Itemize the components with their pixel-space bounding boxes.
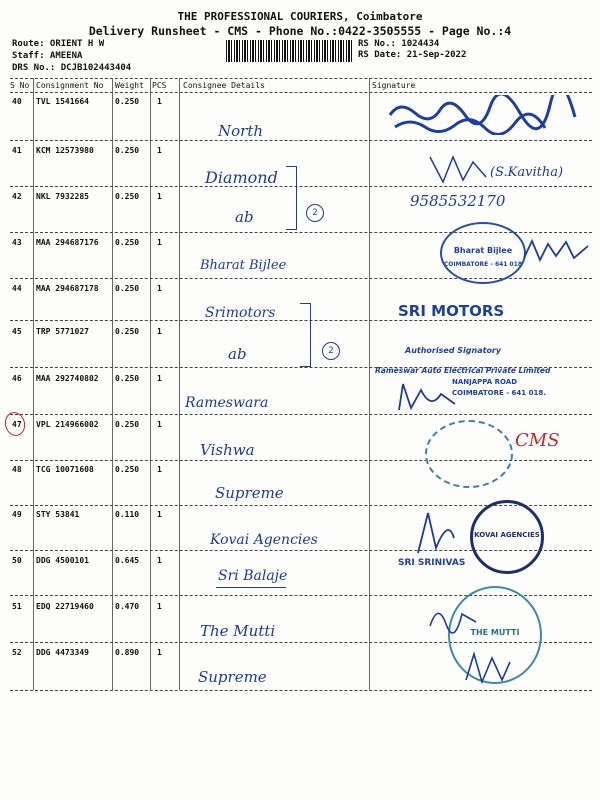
hand-consignee: Supreme bbox=[215, 484, 284, 502]
row-pcs: 1 bbox=[157, 284, 162, 293]
hand-consignee: Srimotors bbox=[205, 305, 276, 321]
row-weight: 0.250 bbox=[115, 146, 140, 155]
row-consignment: STY 53841 bbox=[36, 510, 80, 519]
strike-mark bbox=[216, 587, 286, 588]
row-sno: 48 bbox=[12, 465, 22, 474]
col-divider bbox=[112, 78, 113, 690]
row-divider bbox=[10, 186, 592, 187]
row-divider bbox=[10, 140, 592, 141]
row-sno: 46 bbox=[12, 374, 22, 383]
bracket-mark bbox=[286, 166, 297, 230]
col-pcs: PCS bbox=[152, 81, 167, 90]
row-consignment: MAA 292740802 bbox=[36, 374, 99, 383]
col-divider bbox=[179, 78, 180, 690]
signature-scribble bbox=[408, 508, 458, 558]
row-weight: 0.250 bbox=[115, 420, 140, 429]
hand-consignee: Supreme bbox=[198, 668, 267, 686]
company-title: THE PROFESSIONAL COURIERS, Coimbatore bbox=[177, 10, 423, 23]
signature-scribble bbox=[522, 236, 590, 266]
row-pcs: 1 bbox=[157, 146, 162, 155]
row-pcs: 1 bbox=[157, 238, 162, 247]
col-weight: Weight bbox=[115, 81, 144, 90]
signature-scribble bbox=[462, 650, 512, 686]
row-consignment: MAA 294687178 bbox=[36, 284, 99, 293]
bracket-mark bbox=[300, 303, 311, 367]
row-weight: 0.250 bbox=[115, 465, 140, 474]
row-consignment: TRP 5771027 bbox=[36, 327, 89, 336]
row-pcs: 1 bbox=[157, 97, 162, 106]
row-sno: 51 bbox=[12, 602, 22, 611]
hand-consignee: Kovai Agencies bbox=[210, 532, 318, 548]
row-consignment: MAA 294687176 bbox=[36, 238, 99, 247]
row-consignment: DDG 4473349 bbox=[36, 648, 89, 657]
col-divider bbox=[33, 78, 34, 690]
signature-scribble bbox=[428, 152, 488, 187]
sri-motors-stamp: SRI MOTORS bbox=[398, 302, 505, 320]
hand-consignee: Bharat Bijlee bbox=[200, 258, 287, 273]
hand-consignee: Diamond bbox=[205, 168, 278, 187]
row-sno: 41 bbox=[12, 146, 22, 155]
col-divider bbox=[369, 78, 370, 690]
header-top-rule bbox=[10, 78, 592, 79]
row-weight: 0.890 bbox=[115, 648, 140, 657]
rameswar-address: NANJAPPA ROAD bbox=[452, 378, 518, 386]
staff-label: Staff: AMEENA bbox=[12, 51, 83, 61]
col-signature: Signature bbox=[372, 81, 416, 90]
drs-number: DRS No.: DCJB102443404 bbox=[12, 63, 132, 73]
hand-consignee: Vishwa bbox=[200, 441, 255, 459]
kovai-agencies-stamp bbox=[470, 500, 544, 574]
row-sno: 50 bbox=[12, 556, 22, 565]
rameswar-stamp: Rameswar Auto Electrical Private Limited bbox=[375, 366, 551, 375]
header-bottom-rule bbox=[10, 92, 592, 93]
hand-consignee: Rameswara bbox=[185, 395, 269, 411]
row-consignment: DDG 4500101 bbox=[36, 556, 89, 565]
row-sno: 47 bbox=[12, 420, 22, 429]
row-sno: 43 bbox=[12, 238, 22, 247]
row-pcs: 1 bbox=[157, 465, 162, 474]
row-pcs: 1 bbox=[157, 374, 162, 383]
bharat-bijlee-stamp bbox=[440, 222, 526, 284]
mutti-name: THE MUTTI bbox=[470, 628, 520, 637]
col-sno: S No bbox=[10, 81, 30, 90]
row-consignment: TCG 10071608 bbox=[36, 465, 94, 474]
round-stamp bbox=[425, 420, 513, 488]
row-sno: 49 bbox=[12, 510, 22, 519]
hand-signature-name: (S.Kavitha) bbox=[490, 165, 564, 180]
row-pcs: 1 bbox=[157, 510, 162, 519]
row-weight: 0.470 bbox=[115, 602, 140, 611]
tamil-stamp bbox=[380, 95, 580, 135]
row-consignment: VPL 214966002 bbox=[36, 420, 99, 429]
route-label: Route: ORIENT H W bbox=[12, 39, 105, 49]
row-consignment: KCM 12573980 bbox=[36, 146, 94, 155]
row-sno: 52 bbox=[12, 648, 22, 657]
runsheet-title: Delivery Runsheet - CMS - Phone No.:0422-3505555 - Page No.:4 bbox=[88, 24, 512, 38]
row-pcs: 1 bbox=[157, 648, 162, 657]
row-sno: 45 bbox=[12, 327, 22, 336]
row-weight: 0.250 bbox=[115, 284, 140, 293]
hand-consignee: Sri Balaje bbox=[218, 568, 288, 584]
rameswar-city: COIMBATORE - 641 018. bbox=[452, 389, 546, 397]
signature-scribble bbox=[395, 380, 465, 414]
hand-consignee: North bbox=[218, 122, 264, 140]
row-pcs: 1 bbox=[157, 556, 162, 565]
col-consignment: Consignment No bbox=[36, 81, 104, 90]
bharat-city: COIMBATORE - 641 018 bbox=[443, 261, 523, 268]
row-weight: 0.250 bbox=[115, 97, 140, 106]
row-pcs: 1 bbox=[157, 327, 162, 336]
rs-number: RS No.: 1024434 bbox=[358, 39, 440, 49]
row-pcs: 1 bbox=[157, 192, 162, 201]
row-consignment: TVL 1541664 bbox=[36, 97, 89, 106]
row-consignment: NKL 7932285 bbox=[36, 192, 89, 201]
count-circle: 2 bbox=[306, 204, 324, 222]
sri-srinivas-stamp: SRI SRINIVAS bbox=[398, 558, 466, 568]
row-pcs: 1 bbox=[157, 420, 162, 429]
row-consignment: EDQ 22719460 bbox=[36, 602, 94, 611]
row-weight: 0.250 bbox=[115, 192, 140, 201]
row-weight: 0.645 bbox=[115, 556, 140, 565]
col-consignee: Consignee Details bbox=[183, 81, 265, 90]
hand-consignee: ab bbox=[228, 345, 247, 363]
cms-mark: CMS bbox=[515, 430, 560, 451]
row-weight: 0.250 bbox=[115, 238, 140, 247]
hand-consignee: The Mutti bbox=[200, 622, 276, 640]
rs-date: RS Date: 21-Sep-2022 bbox=[358, 50, 467, 60]
authorised-signatory: Authorised Signatory bbox=[405, 346, 502, 355]
row-sno: 40 bbox=[12, 97, 22, 106]
row-weight: 0.250 bbox=[115, 327, 140, 336]
barcode bbox=[226, 40, 354, 62]
bharat-name: Bharat Bijlee bbox=[453, 246, 513, 255]
row-sno: 42 bbox=[12, 192, 22, 201]
count-circle: 2 bbox=[322, 342, 340, 360]
signature-scribble bbox=[428, 600, 478, 634]
hand-phone: 9585532170 bbox=[410, 192, 506, 210]
row-weight: 0.250 bbox=[115, 374, 140, 383]
row-divider bbox=[10, 414, 592, 415]
row-weight: 0.110 bbox=[115, 510, 140, 519]
row-pcs: 1 bbox=[157, 602, 162, 611]
row-divider bbox=[10, 690, 592, 691]
hand-consignee: ab bbox=[235, 208, 254, 226]
row-sno: 44 bbox=[12, 284, 22, 293]
kovai-name: KOVAI AGENCIES bbox=[474, 531, 540, 539]
col-divider bbox=[150, 78, 151, 690]
